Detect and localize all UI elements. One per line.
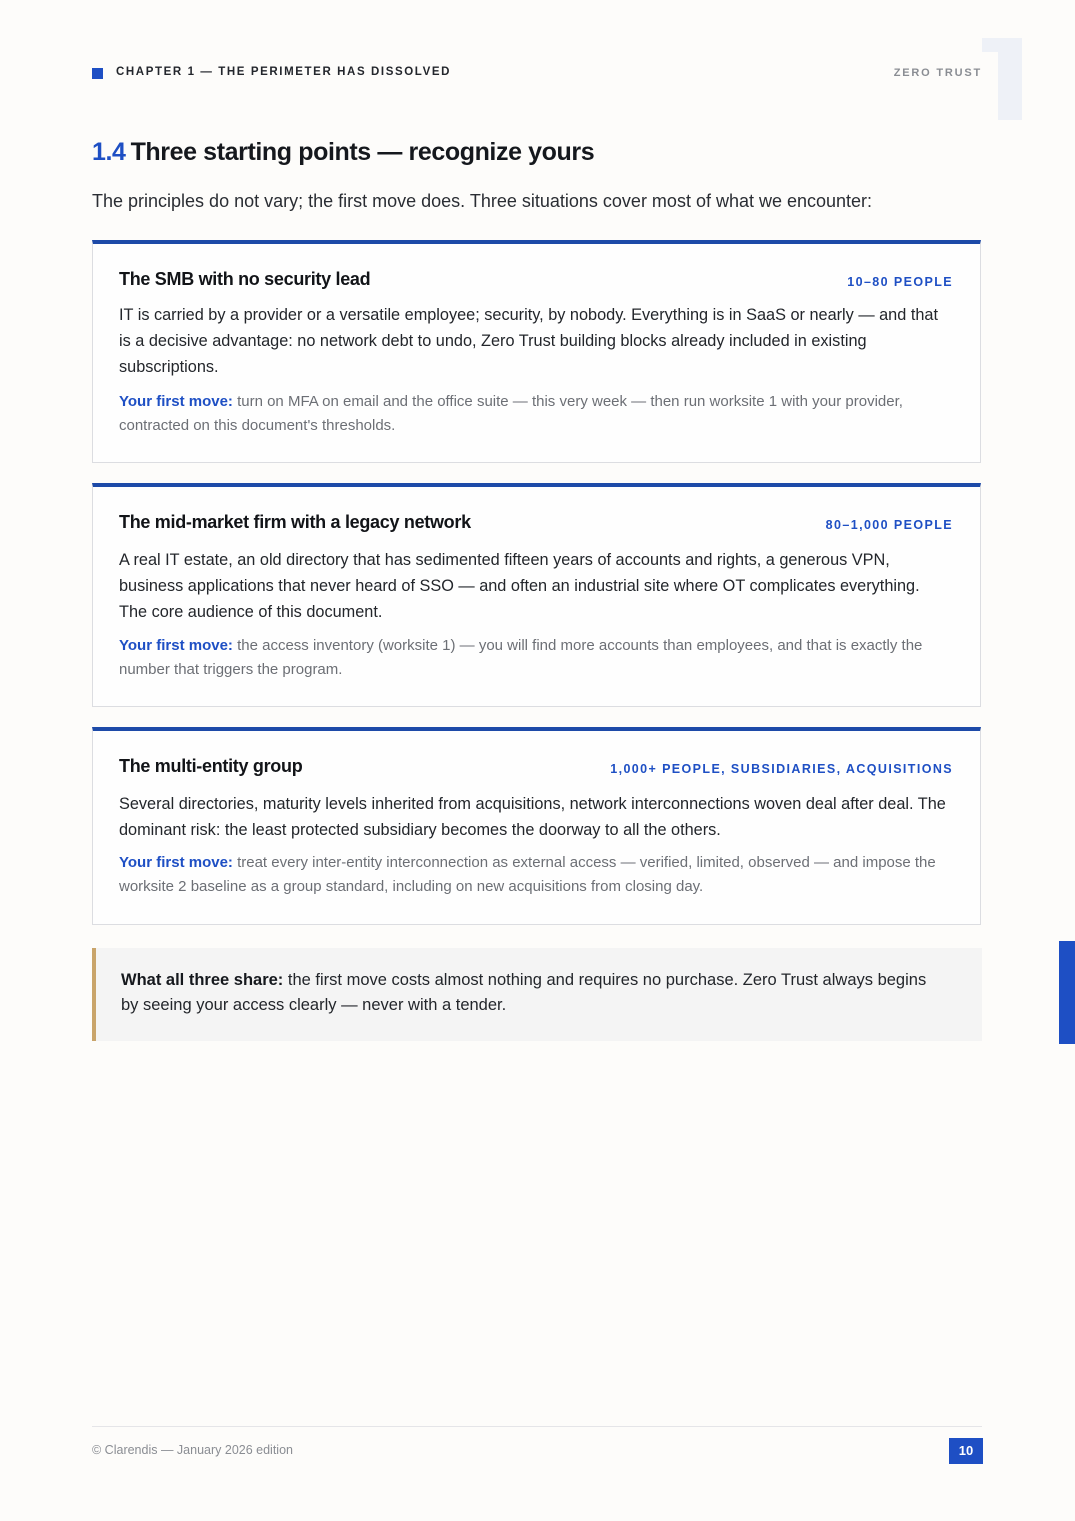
card-first-move	[119, 851, 949, 899]
card-size-tag: 80–1,000 PEOPLE	[825, 518, 953, 532]
footer-copyright: © Clarendis — January 2026 edition	[92, 1443, 293, 1457]
card-title: The mid-market firm with a legacy network	[119, 512, 471, 532]
card-first-move	[119, 390, 949, 438]
chapter-marker-icon	[92, 68, 103, 79]
first-move-text: the access inventory (worksite 1) — you will find more accounts than employees, and that is exactly the number that triggers the program.	[119, 637, 923, 678]
summary-callout	[92, 948, 982, 1041]
chapter-number-watermark	[982, 38, 1022, 120]
first-move-label: Your first move:	[119, 854, 233, 871]
page-number: 10	[949, 1438, 983, 1464]
section-title	[92, 138, 594, 167]
footer-divider	[92, 1426, 982, 1427]
first-move-label: Your first move:	[119, 393, 233, 410]
section-title-text: Three starting points — recognize yours	[130, 138, 595, 166]
page-header	[92, 66, 982, 82]
card-description: A real IT estate, an old directory that has sedimented fifteen years of accounts and rights, a generous VPN, business applications that never heard of SSO — and often an industrial site where OT complicates everything. The core audience of this document.	[119, 551, 920, 621]
starting-point-card-smb	[92, 240, 981, 463]
callout-text	[121, 968, 941, 1018]
first-move-label: Your first move:	[119, 637, 233, 654]
callout-body: the first move costs almost nothing and requires no purchase. Zero Trust always begins by seeing your access clearly — never with a tender.	[121, 971, 927, 1014]
chapter-label: CHAPTER 1 — THE PERIMETER HAS DISSOLVED	[116, 66, 452, 78]
section-intro: The principles do not vary; the first move does. Three situations cover most of what we encounter:	[92, 191, 873, 211]
card-first-move	[119, 634, 949, 682]
chapter-side-tab	[1059, 941, 1075, 1044]
first-move-text: turn on MFA on email and the office suite — this very week — then run worksite 1 with your provider, contracted on this document's thresholds.	[119, 393, 903, 434]
callout-label: What all three share:	[121, 971, 284, 989]
starting-point-card-group	[92, 727, 981, 925]
card-title: The SMB with no security lead	[119, 269, 371, 289]
section-number: 1.4	[92, 138, 126, 166]
first-move-text: treat every inter-entity interconnection as external access — verified, limited, observed — and impose the worksite 2 baseline as a group standard, including on new acquisitions from closing day.	[119, 854, 936, 895]
card-description: Several directories, maturity levels inherited from acquisitions, network interconnections woven deal after deal. The dominant risk: the least protected subsidiary becomes the doorway to all the others.	[119, 795, 946, 839]
card-size-tag: 10–80 PEOPLE	[847, 275, 953, 289]
card-description: IT is carried by a provider or a versatile employee; security, by nobody. Everything is in SaaS or nearly — and that is a decisive advantage: no network debt to undo, Zero Trust building blocks already included in existing subscriptions.	[119, 306, 938, 376]
card-size-tag: 1,000+ PEOPLE, SUBSIDIARIES, ACQUISITIONS	[610, 762, 953, 776]
starting-point-card-mid-market	[92, 483, 981, 707]
document-brand: ZERO TRUST	[893, 67, 982, 79]
card-title: The multi-entity group	[119, 756, 303, 776]
